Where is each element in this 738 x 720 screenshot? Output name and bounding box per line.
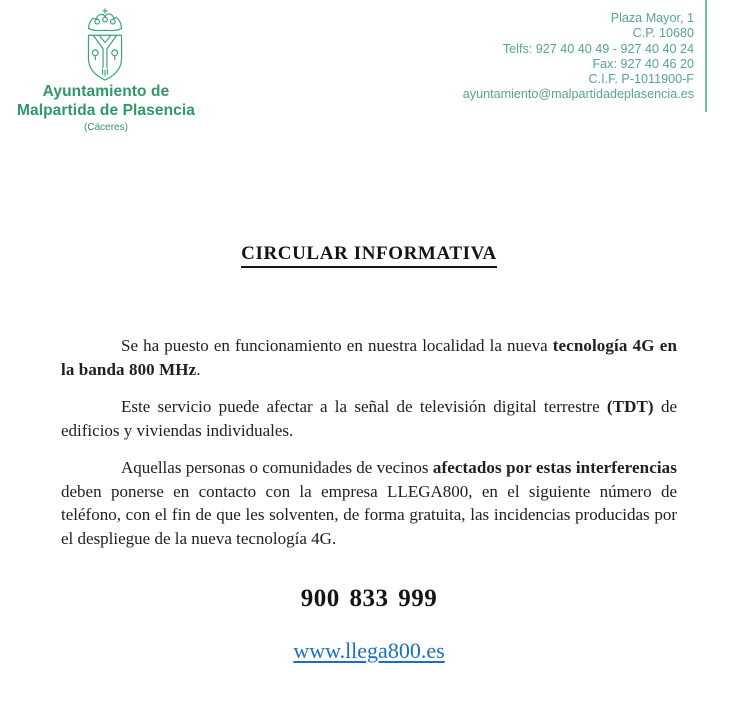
contact-postal-code: C.P. 10680 [632,26,694,41]
org-name-line2: Malpartida de Plasencia [16,102,196,119]
document-body [61,334,677,564]
contact-email: ayuntamiento@malpartidadeplasencia.es [462,87,694,102]
letterhead-vertical-divider [705,0,707,112]
contact-phones: Telfs: 927 40 40 49 - 927 40 40 24 [502,41,694,56]
paragraph-3-end: deben ponerse en contacto con la empresa LLEGA800, en el siguiente número de teléfono, con el fin de que les solventen, de forma gratuita, las incidencias producidas por el despliegue de la nueva tecnología 4G. [61,481,677,548]
paragraph-1-end: . [196,359,201,379]
paragraph-1-text: Se ha puesto en funcionamiento en nuestra localidad la nueva [121,336,553,355]
contact-address: Plaza Mayor, 1 [610,11,694,25]
paragraph-1 [61,334,677,381]
paragraph-2-bold: (TDT) [606,397,654,416]
paragraph-2-end: de edificios y viviendas individuales. [61,397,677,440]
support-phone-number: 900 833 999 [300,585,438,612]
paragraph-2 [61,395,677,442]
paragraph-3-text: Aquellas personas o comunidades de vecinos [121,458,433,477]
org-name-line1: Ayuntamiento de [42,83,170,100]
contact-cif: C.I.F. P-1011900-F [588,72,694,87]
org-province: (Cáceres) [84,122,128,133]
paragraph-2-text: Este servicio puede afectar a la señal de televisión digital terrestre [121,397,607,416]
coat-of-arms-icon [79,8,131,82]
organization-name-block [0,82,212,135]
contact-fax: Fax: 927 40 46 20 [592,56,694,71]
paragraph-1-bold: tecnología 4G en la banda 800 MHz [61,336,677,379]
letterhead-contact-block [463,11,694,103]
document-title: CIRCULAR INFORMATIVA [241,243,497,268]
paragraph-3-bold: afectados por estas interferencias [432,458,677,477]
website-link[interactable]: www.llega800.es [293,638,445,663]
paragraph-3 [61,456,677,550]
